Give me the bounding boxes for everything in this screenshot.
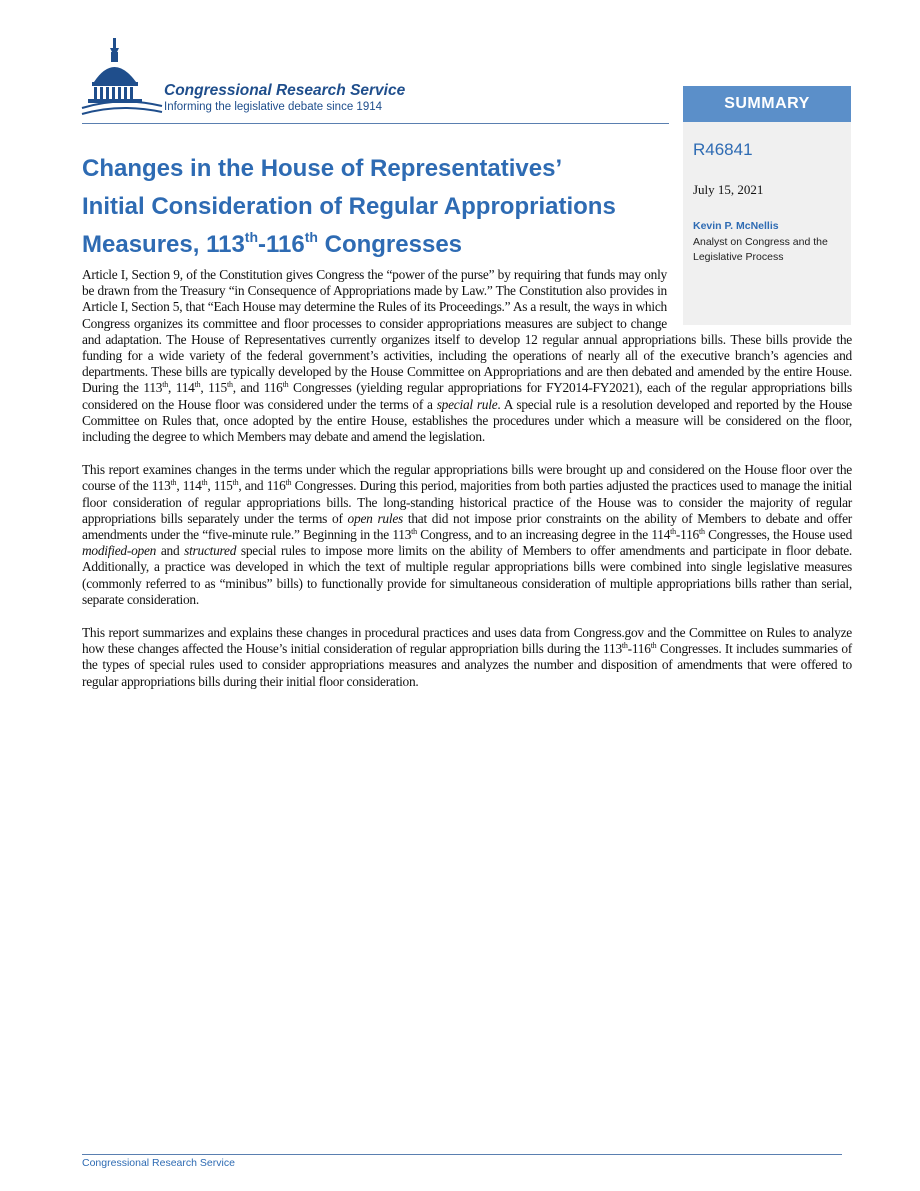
summary-paragraph-3: This report summarizes and explains these changes in procedural practices and uses data from Congress.gov and the Committee on Rules to analyze how these changes affected the House’s initial consideration of regular appropriation bills during the 113th-116th Congresses. It includes summaries of the types of special rules used to consider appropriations measures and analyzes the number and disposition of amendments that were offered to regular appropriations bills during their initial floor consideration. <box>82 625 852 689</box>
term-structured: structured <box>184 543 237 559</box>
report-date: July 15, 2021 <box>693 182 764 197</box>
header-divider <box>82 123 669 124</box>
summary-paragraph-2: This report examines changes in the terms under which the regular appropriations bills were brought up and considered on the House floor over the course of the 113th, 114th, 115th, and 116th Congresses. During this period, majorities from both parties adjusted the practices used to manage the initial floor consideration of regular appropriations bills. The long-standing historical practice of the House was to consider the majority of regular appropriations bills separately under the terms of open rules that did not impose prior constraints on the ability of Members to debate and offer amendments under the “five-minute rule.” Beginning in the 113th Congress, and to an increasing degree in the 114th-116th Congresses, the House used modified-open and structured special rules to impose more limits on the ability of Members to offer amendments and participate in floor debate. Additionally, a practice was developed in which the text of multiple regular appropriations bills were combined into single legislative measures (commonly referred to as “minibus” bills) to functionally provide for simultaneous consideration of multiple appropriations bills rather than serial, separate consideration. <box>82 462 853 607</box>
term-modified-open: modified-open <box>82 543 157 559</box>
org-tagline: Informing the legislative debate since 1914 <box>164 101 383 113</box>
summary-paragraph-1: Article I, Section 9, of the Constitution gives Congress the “power of the purse” by requiring that funds may only be drawn from the Treasury “in Consequence of Appropriations made by Law.” The Constitution also provides in Article I, Section 5, that “Each House may determine the Rules of its Proceedings.” As a result, the ways in which Congress organizes its committee and floor processes to consider appropriations measures are subject to change and adaptation. The House of Representatives currently organizes itself to develop 12 regular annual appropriations bills. These bills provide the funding for a wide variety of the federal government’s activities, including the operations of nearly all of the executive branch’s agencies and departments. These bills are typically developed by the House Committee on Appropriations and are then debated and amended by the entire House. During the 113th, 114th, 115th, and 116th Congresses (yielding regular appropriations for FY2014-FY2021), each of the regular appropriations bills considered on the House floor was considered under the terms of a special rule. A special rule is a resolution developed and reported by the House Committee on Rules that, once adopted by the entire House, establishes the procedures under which a measure will be considered on the floor, including the degree to which Members may debate and amend the legislation. <box>82 267 852 445</box>
term-open-rules: open rules <box>347 510 403 526</box>
capitol-dome-icon <box>80 36 164 120</box>
org-name: Congressional Research Service <box>164 82 406 99</box>
report-number: R46841 <box>693 140 753 159</box>
footer-org: Congressional Research Service <box>82 1157 235 1169</box>
term-special-rule: special rule <box>436 396 498 412</box>
report-title <box>82 150 682 264</box>
summary-label: SUMMARY <box>683 86 851 122</box>
title-line-2: Initial Consideration of Regular Appropriations <box>82 193 616 220</box>
title-line-1: Changes in the House of Representatives’ <box>82 155 563 182</box>
author-name: Kevin P. McNellis <box>693 220 779 232</box>
title-line-3: Measures, 113th-116th Congresses <box>82 229 463 258</box>
crs-logo <box>80 36 680 126</box>
summary-body <box>82 267 852 707</box>
author-title: Analyst on Congress and the Legislative Process <box>693 236 828 263</box>
footer-divider <box>82 1154 842 1155</box>
